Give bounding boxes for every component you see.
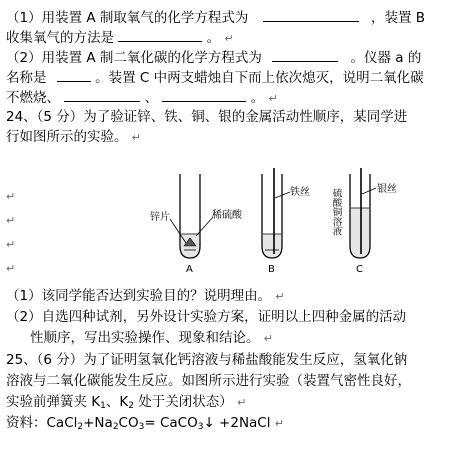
label-tube-a: A (186, 264, 193, 275)
q24-sub2-line2 (30, 330, 273, 347)
q1-text-c: 收集氧气的方法是 (6, 30, 114, 46)
q25-text-c2: 、K (105, 394, 129, 410)
label-iron-wire: 铁丝 (290, 187, 310, 198)
q2-text-g: 。 (250, 90, 265, 106)
paragraph-mark: ↵ (275, 290, 285, 303)
q24-text-b: 行如图所示的实验。 (6, 129, 128, 145)
q25-text-a: 25、（6 分）为了证明氢氧化钙溶液与稀盐酸能发生反应，氢氧化钠 (6, 352, 408, 368)
q24-text-d: （2）自选四种试剂，另外设计实验方案，证明以上四种金属的活动 (6, 309, 407, 325)
label-dilute-sulfuric-acid: 稀硫酸 (212, 210, 242, 221)
q25-text-c3: 处于关闭状态） (133, 394, 233, 410)
q25-line-4 (6, 415, 284, 432)
q2-line-3 (6, 88, 278, 107)
q25-line-1 (6, 352, 407, 369)
subscript: 2 (128, 401, 134, 411)
label-tube-c: C (356, 264, 363, 275)
paragraph-mark: ↵ (131, 131, 142, 144)
answer-blank[interactable] (263, 8, 359, 22)
q1-text-a: （1）用装置 A 制取氧气的化学方程式为 (6, 10, 249, 26)
label-silver-wire: 银丝 (377, 184, 397, 195)
subscript: 2 (77, 422, 84, 432)
paragraph-mark: ↵ (6, 262, 16, 275)
label-tube-b: B (268, 264, 275, 275)
answer-blank[interactable] (272, 48, 338, 62)
q2-line-1 (6, 48, 421, 67)
answer-blank[interactable] (162, 88, 246, 102)
q2-text-b: 。仪器 a 的 (350, 50, 422, 66)
subscript: 3 (197, 422, 204, 432)
q25-line-3 (6, 394, 246, 411)
paragraph-mark: ↵ (6, 214, 16, 227)
q1-line-2 (6, 28, 234, 47)
test-tube-c (350, 168, 376, 258)
q2-line-2 (6, 68, 424, 87)
q25-line-2 (6, 373, 411, 390)
paragraph-mark: ↵ (274, 417, 285, 430)
q25-text-d5: ↓ +2NaCl (203, 415, 271, 431)
paragraph-mark: ↵ (237, 396, 247, 409)
test-tube-b (262, 168, 290, 258)
subscript: 3 (138, 422, 145, 432)
q24-text-a: 24、（5 分）为了验证锌、铁、铜、银的金属活动性顺序，某同学进 (6, 109, 408, 125)
q25-text-d1: 资料：CaCl (6, 415, 78, 431)
q24-line-1 (6, 109, 407, 126)
paragraph-mark: ↵ (6, 190, 16, 203)
answer-blank[interactable] (64, 88, 140, 102)
q2-text-e: 不燃烧、 (6, 90, 60, 106)
paragraph-mark: ↵ (263, 332, 274, 345)
label-copper-sulfate-solution: 硫酸铜溶液 (330, 188, 342, 236)
q2-text-a: （2）用装置 A 制二氧化碳的化学方程式为 (6, 50, 262, 66)
q24-sub2-line1 (6, 309, 406, 326)
test-tube-figure (150, 168, 410, 276)
subscript: 2 (112, 422, 119, 432)
q1-text-b: ，装置 B (371, 10, 426, 26)
q24-text-c: （1）该同学能否达到实验目的？说明理由。 (6, 288, 272, 304)
test-tube-a (170, 174, 213, 258)
q1-line-1 (6, 8, 425, 27)
q2-text-c: 名称是 (6, 70, 47, 86)
paragraph-mark: ↵ (268, 92, 278, 105)
q25-text-c1: 实验前弹簧夹 K (6, 394, 101, 410)
q25-text-b: 溶液与二氧化碳能发生反应。如图所示进行实验（装置气密性良好， (6, 373, 411, 389)
q24-line-2 (6, 129, 141, 146)
answer-blank[interactable] (57, 68, 91, 82)
q2-text-d: 。装置 C 中两支蜡烛自下而上依次熄灭，说明二氧化碳 (95, 70, 424, 86)
subscript: 1 (100, 401, 106, 411)
q2-text-f: 、 (144, 90, 159, 106)
q25-text-d3: CO (118, 415, 139, 431)
q25-text-d2: +Na (83, 415, 113, 431)
label-zinc: 锌片 (150, 212, 170, 223)
answer-blank[interactable] (118, 28, 202, 42)
paragraph-mark: ↵ (6, 238, 16, 251)
paragraph-mark: ↵ (224, 32, 234, 45)
q24-sub1 (6, 288, 285, 305)
q25-text-d4: = CaCO (144, 415, 198, 431)
q24-text-e: 性顺序，写出实验操作、现象和结论。 (30, 330, 260, 346)
q1-text-d: 。 (206, 30, 221, 46)
